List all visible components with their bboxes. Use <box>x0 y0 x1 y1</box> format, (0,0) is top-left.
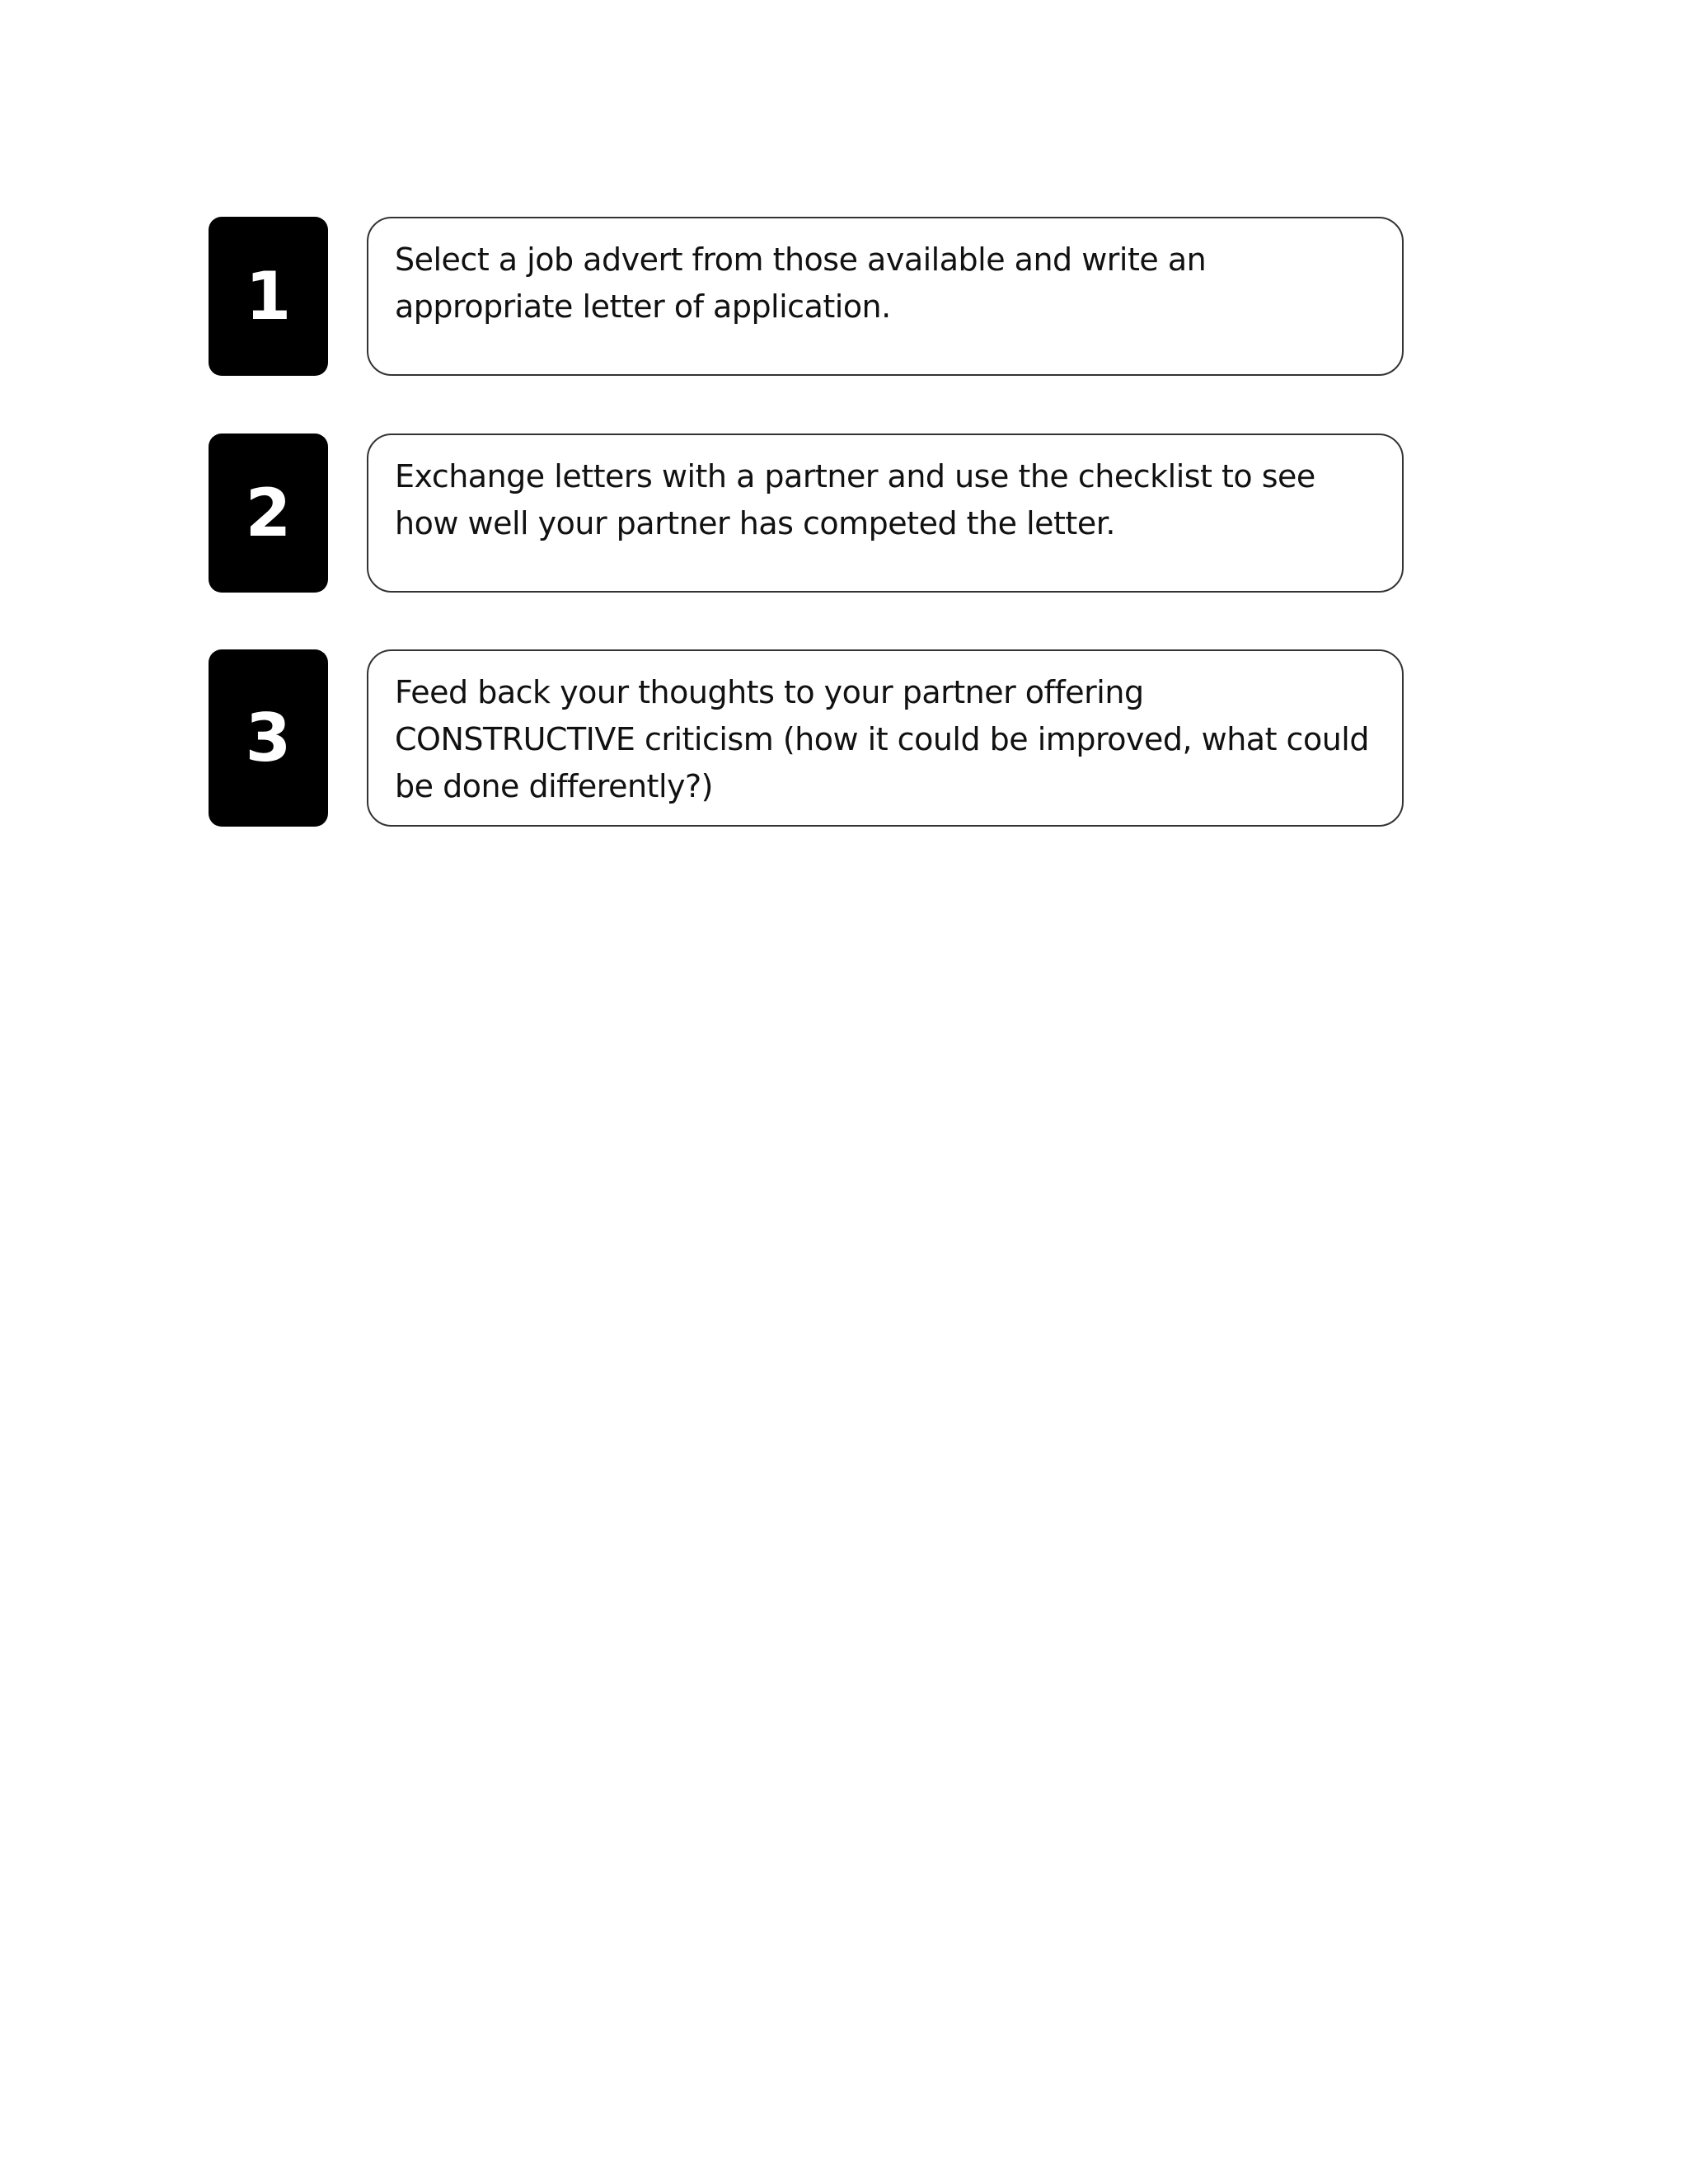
step-3 <box>209 649 1404 827</box>
step-number: 3 <box>245 699 292 776</box>
step-instruction-box <box>367 217 1404 376</box>
step-instruction-text: Select a job advert from those available and write an appropriate letter of application. <box>395 241 1207 325</box>
step-number-badge <box>209 217 328 376</box>
step-number-badge <box>209 434 328 593</box>
step-instruction-box <box>367 434 1404 593</box>
step-number: 2 <box>245 474 292 551</box>
step-instruction-box <box>367 649 1404 827</box>
step-number-badge <box>209 649 328 827</box>
step-number: 1 <box>245 257 292 335</box>
step-1 <box>209 217 1404 376</box>
step-2 <box>209 434 1404 593</box>
step-instruction-text: Feed back your thoughts to your partner offering CONSTRUCTIVE criticism (how it could be improved, what could be done differently?) <box>395 674 1369 804</box>
step-instruction-text: Exchange letters with a partner and use the checklist to see how well your partner has competed the letter. <box>395 458 1315 541</box>
